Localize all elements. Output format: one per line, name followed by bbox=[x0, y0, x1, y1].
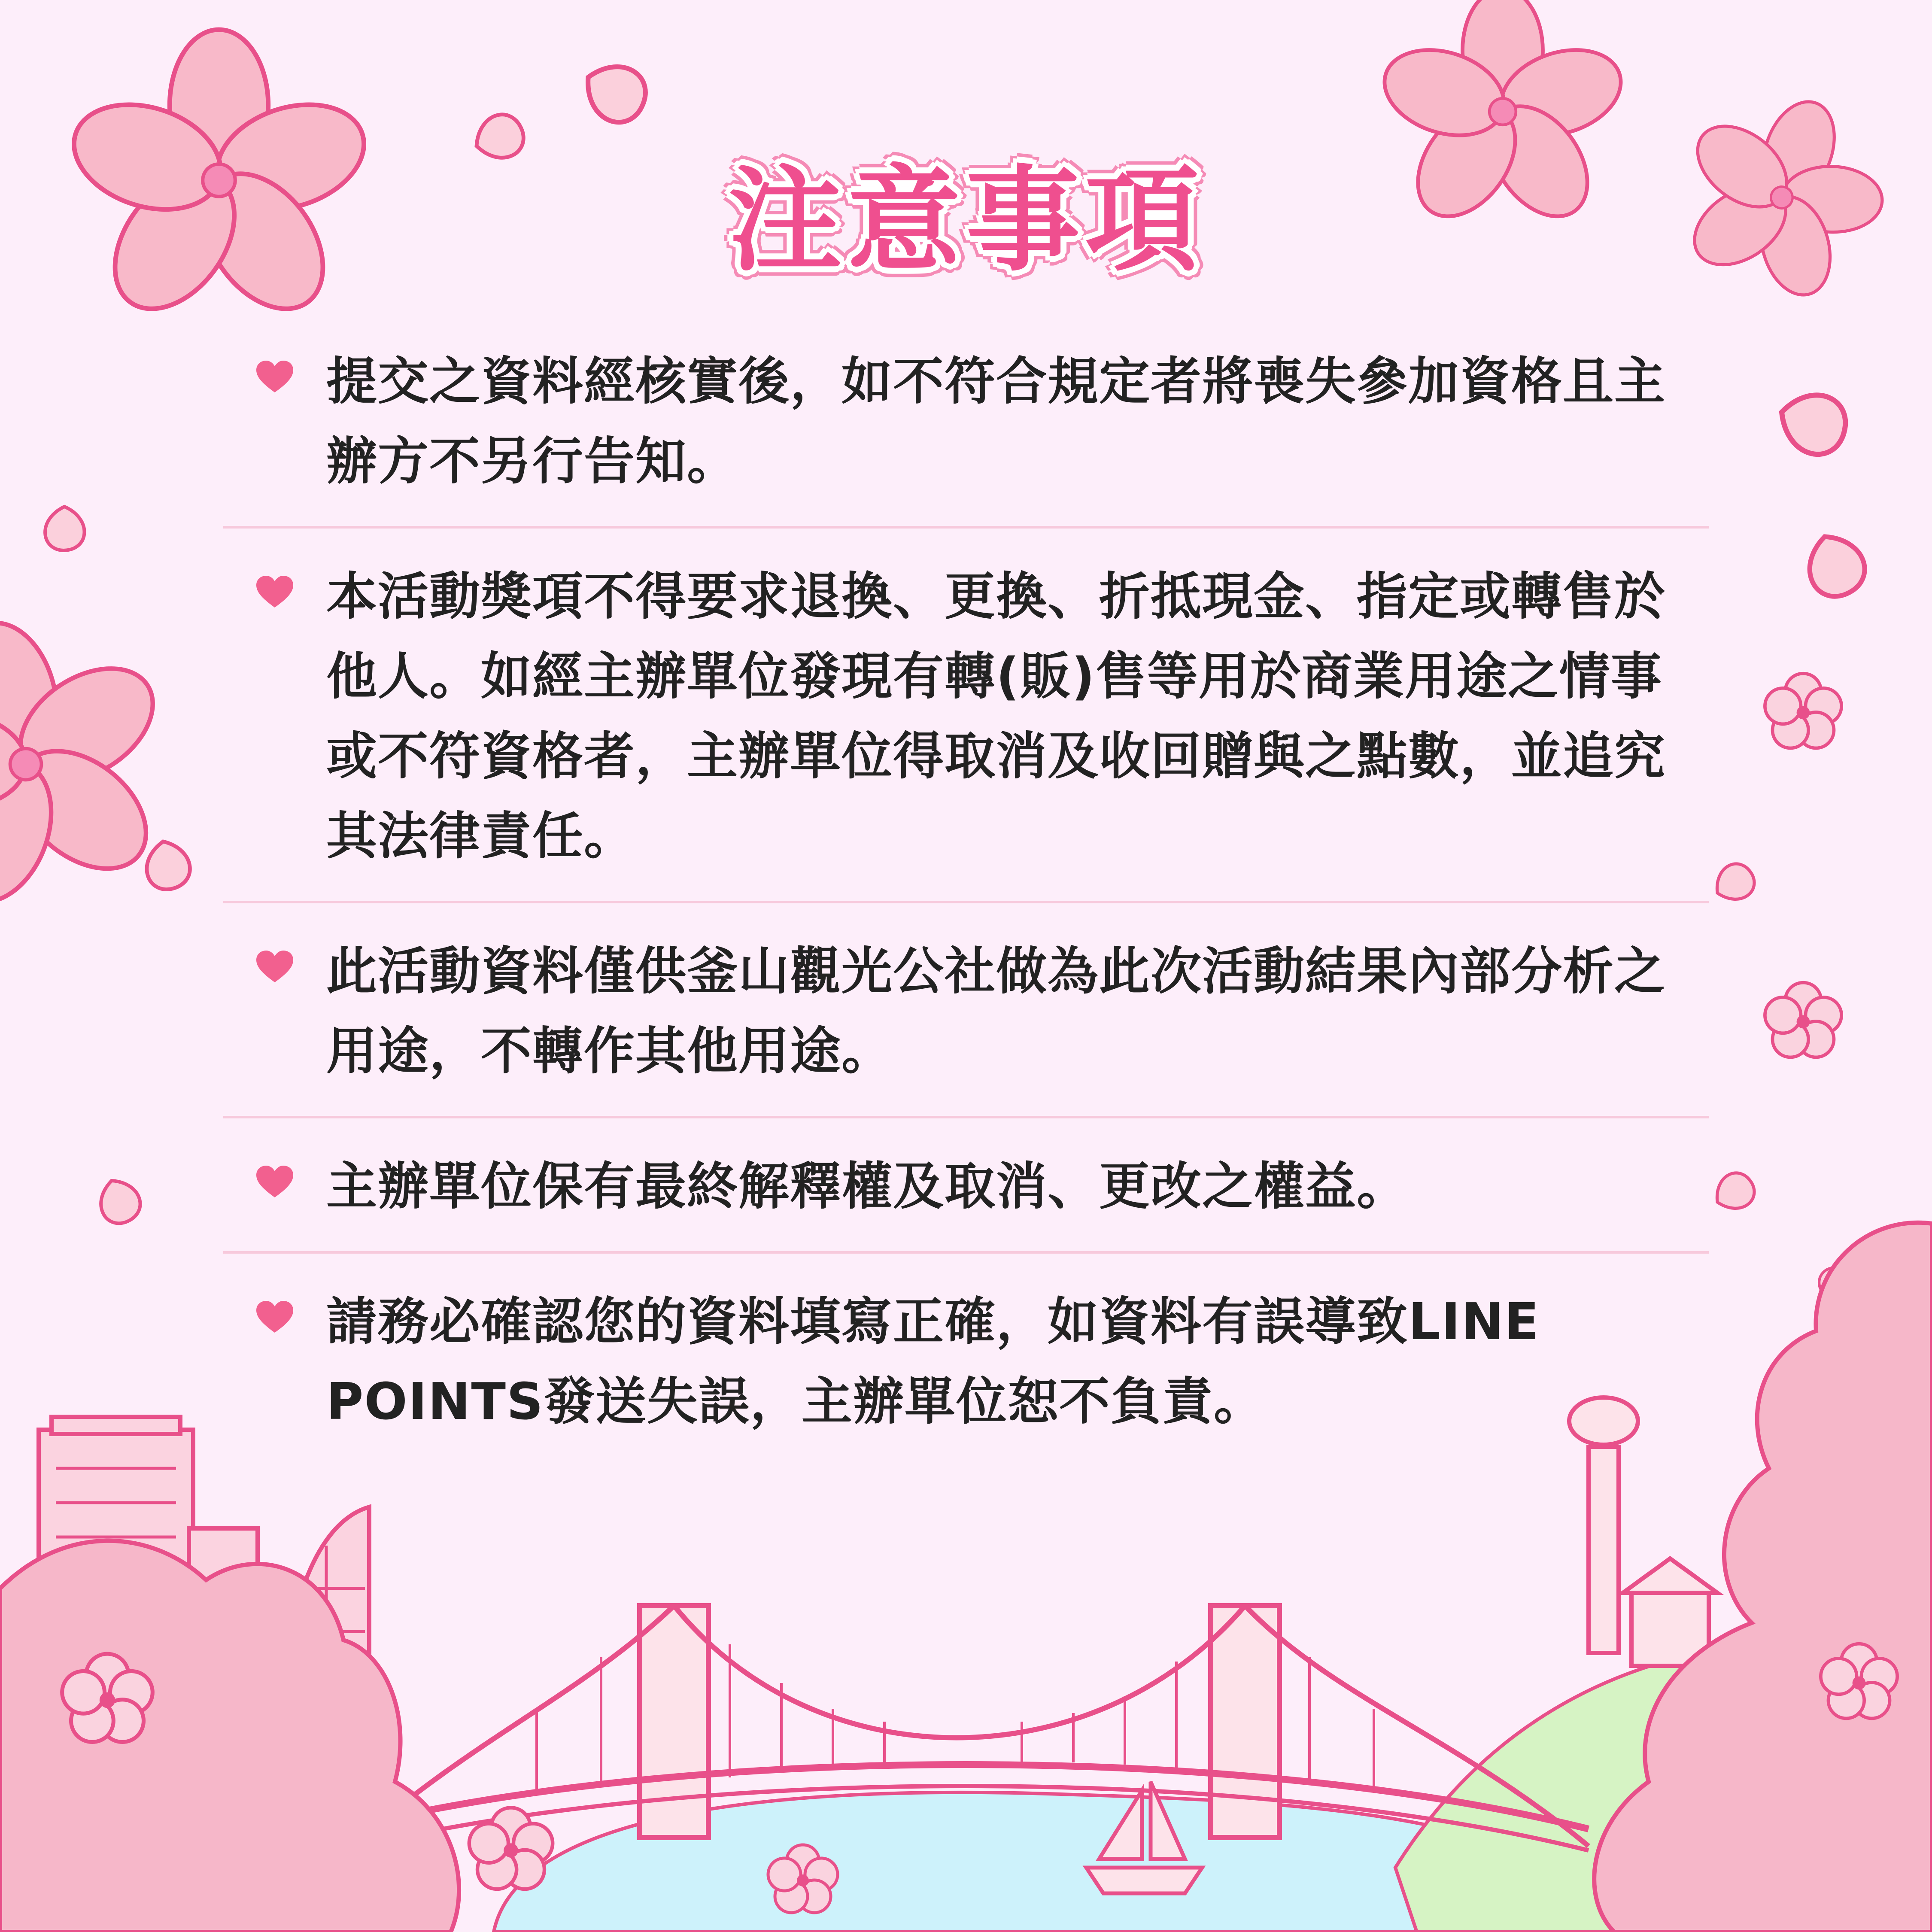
heart-icon bbox=[255, 575, 294, 609]
heart-icon bbox=[255, 360, 294, 394]
heart-icon bbox=[255, 1300, 294, 1334]
heart-icon bbox=[255, 1165, 294, 1199]
notice-text: 本活動獎項不得要求退換、更換、折抵現金、指定或轉售於他人。如經主辦單位發現有轉(販)售等用於商業用途之情事或不符資格者，主辦單位得取消及收回贈與之點數，並追究其法律責任。 bbox=[326, 567, 1666, 866]
notice-text: 此活動資料僅供釜山觀光公社做為此次活動結果內部分析之用途，不轉作其他用途。 bbox=[326, 942, 1666, 1081]
notice-text: 提交之資料經核實後，如不符合規定者將喪失參加資格且主辦方不另行告知。 bbox=[326, 352, 1666, 491]
list-item bbox=[223, 1271, 1709, 1466]
list-item bbox=[223, 331, 1709, 529]
page-title: 注意事項 bbox=[728, 155, 1204, 287]
list-item bbox=[223, 546, 1709, 903]
notice-list bbox=[223, 331, 1709, 1483]
list-item bbox=[223, 1136, 1709, 1254]
notice-text: 主辦單位保有最終解釋權及取消、更改之權益。 bbox=[326, 1157, 1409, 1216]
notice-text: 請務必確認您的資料填寫正確，如資料有誤導致LINE POINTS發送失誤，主辦單位恕不負責。 bbox=[326, 1292, 1540, 1431]
list-item bbox=[223, 920, 1709, 1118]
heart-icon bbox=[255, 950, 294, 984]
